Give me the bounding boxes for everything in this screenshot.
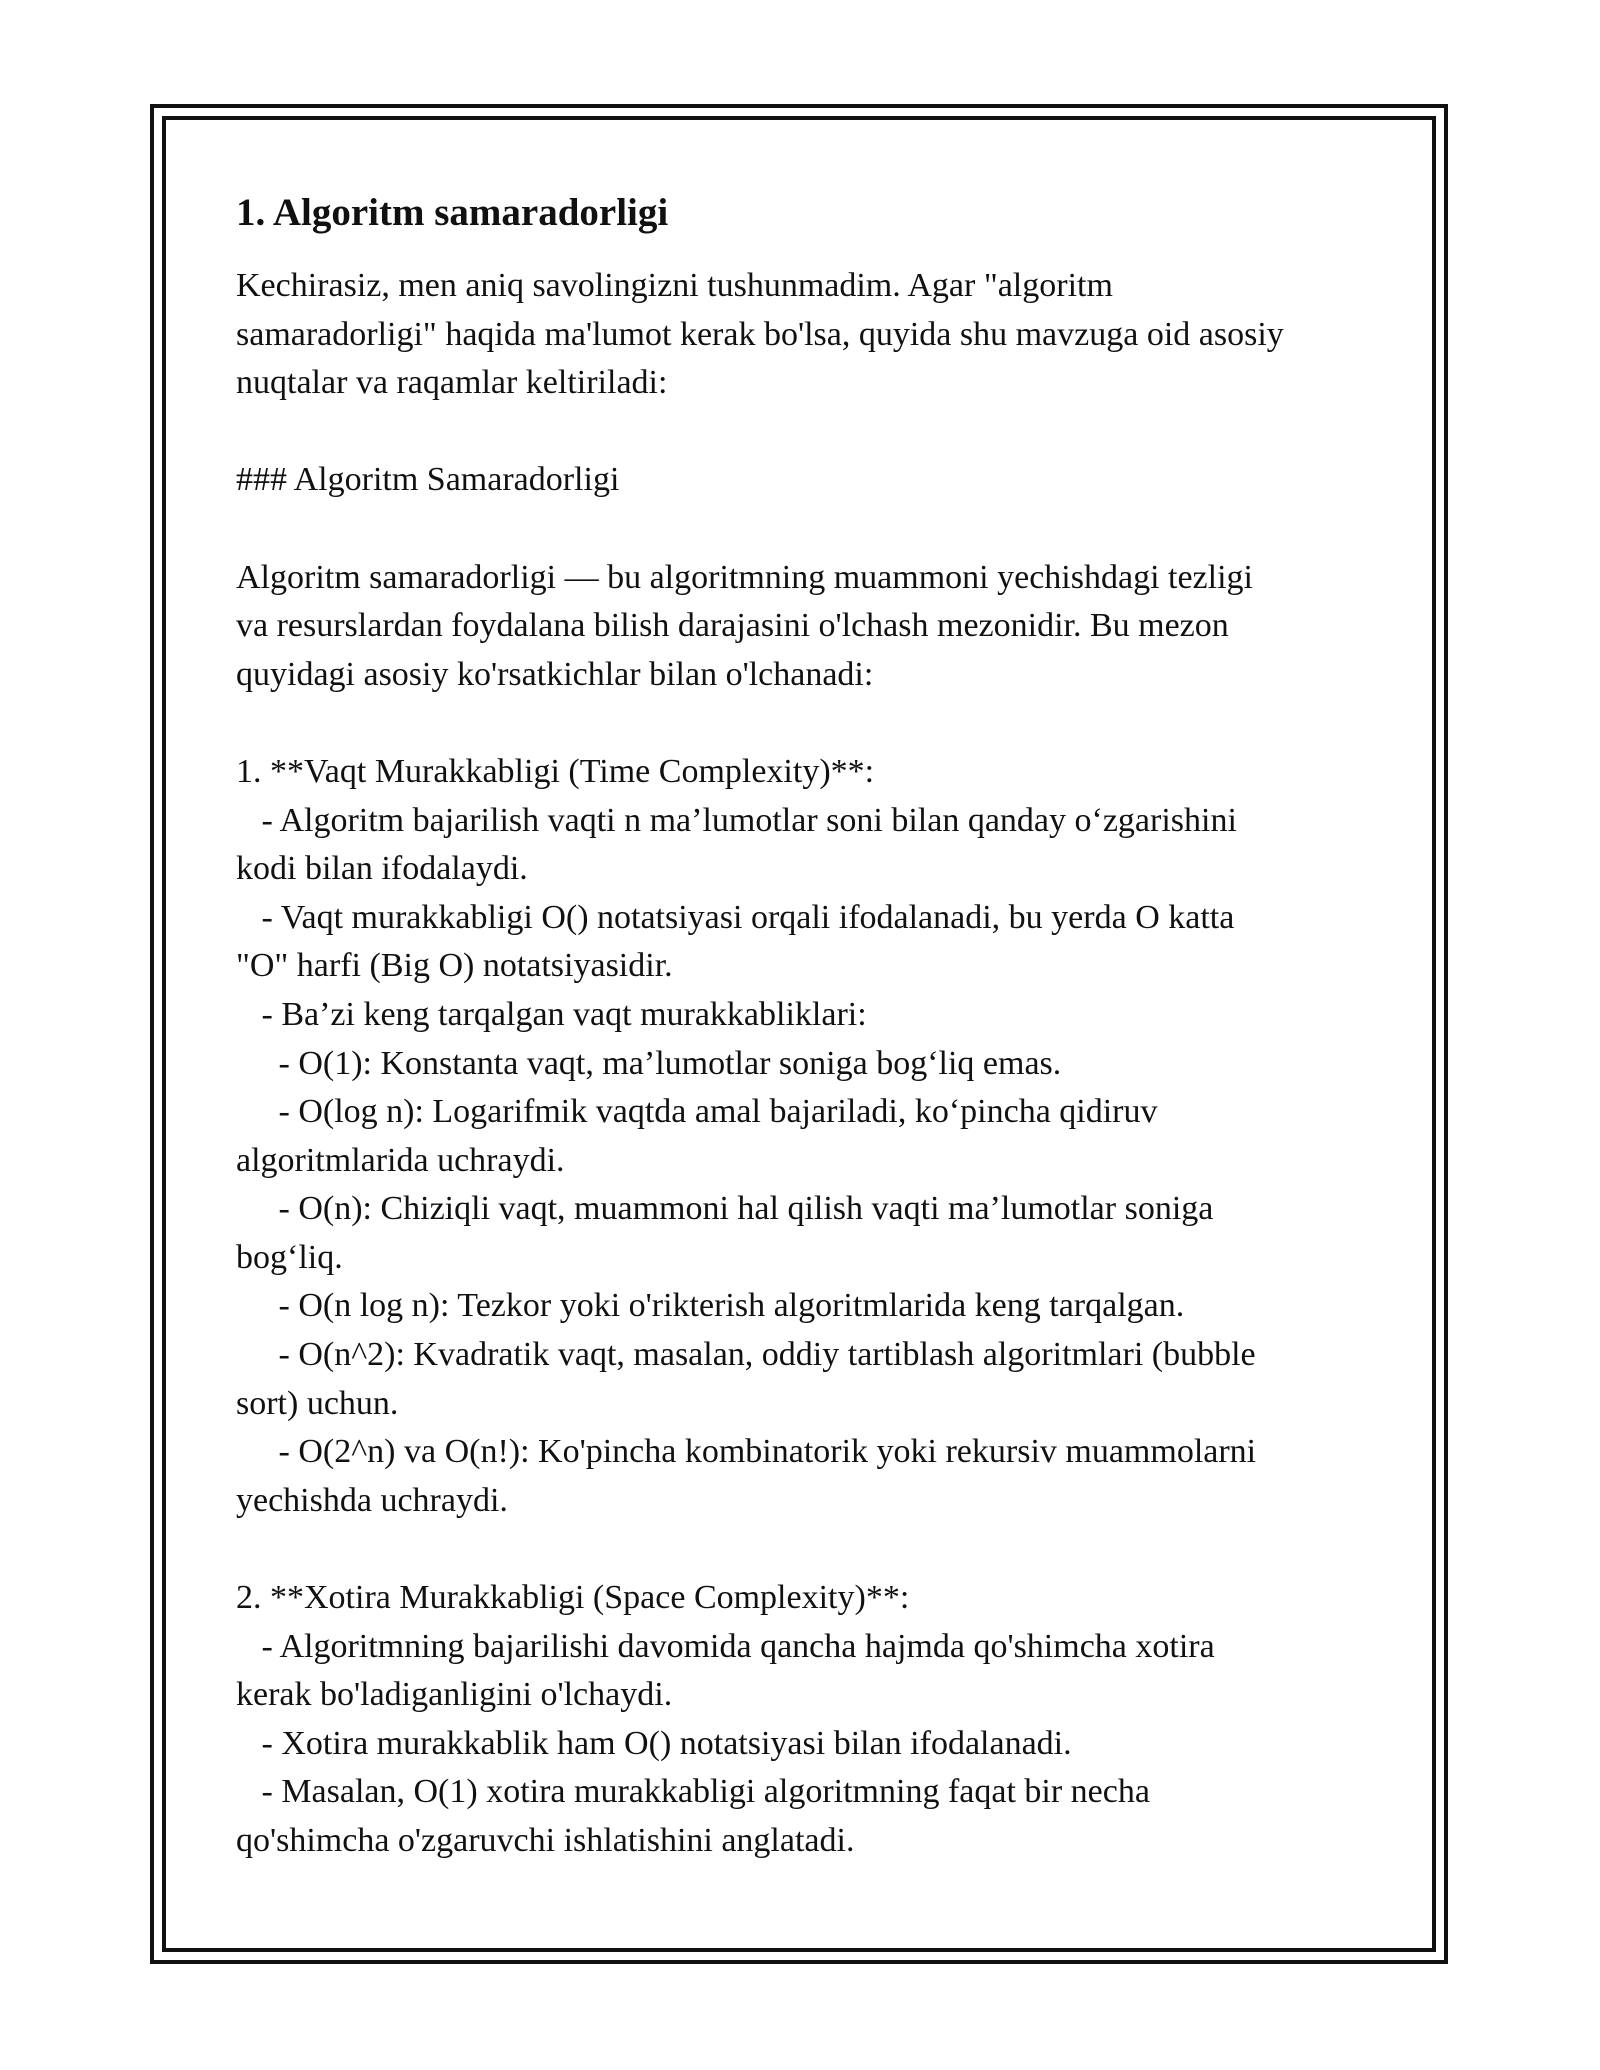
list-item: qo'shimcha o'zgaruvchi ishlatishini anglatadi. [236, 1822, 855, 1859]
sub-list-item: - O(n log n): Tezkor yoki o'rikterish algoritmlarida keng tarqalgan. [236, 1287, 1185, 1325]
list-item: - Ba’zi keng tarqalgan vaqt murakkabliklari: [236, 995, 867, 1033]
blank-line [236, 699, 1376, 748]
blank-line [236, 505, 1376, 554]
document-text [236, 262, 1376, 1866]
document-body [236, 188, 1376, 1866]
subheading-line: ### Algoritm Samaradorligi [236, 461, 620, 499]
list-item: - Masalan, O(1) xotira murakkabligi algoritmning faqat bir necha [236, 1773, 1150, 1811]
sub-list-item: sort) uchun. [236, 1384, 399, 1422]
list-item: - Xotira murakkablik ham O() notatsiyasi bilan ifodalanadi. [236, 1724, 1072, 1762]
list-item-heading: 2. **Xotira Murakkabligi (Space Complexity)**: [236, 1579, 910, 1617]
list-item: - Vaqt murakkabligi O() notatsiyasi orqali ifodalanadi, bu yerda O katta [236, 898, 1235, 936]
sub-list-item: bog‘liq. [236, 1238, 343, 1276]
blank-line [236, 408, 1376, 457]
text-line: quyidagi asosiy ko'rsatkichlar bilan o'lchanadi: [236, 655, 874, 693]
list-item: "O" harfi (Big O) notatsiyasidir. [236, 947, 673, 985]
sub-list-item: - O(n^2): Kvadratik vaqt, masalan, oddiy tartiblash algoritmlari (bubble [236, 1336, 1256, 1374]
list-item: kerak bo'ladiganligini o'lchaydi. [236, 1676, 673, 1714]
blank-line [236, 1525, 1376, 1574]
text-line: Kechirasiz, men aniq savolingizni tushunmadim. Agar "algoritm [236, 267, 1113, 304]
list-item: - Algoritmning bajarilishi davomida qancha hajmda qo'shimcha xotira [236, 1627, 1215, 1665]
list-item: kodi bilan ifodalaydi. [236, 850, 528, 888]
section-heading: 1. Algoritm samaradorligi [236, 191, 669, 234]
sub-list-item: - O(1): Konstanta vaqt, ma’lumotlar soniga bog‘liq emas. [236, 1044, 1062, 1082]
sub-list-item: - O(log n): Logarifmik vaqtda amal bajariladi, ko‘pincha qidiruv [236, 1093, 1158, 1131]
list-item: - Algoritm bajarilish vaqti n ma’lumotlar soni bilan qanday o‘zgarishini [236, 801, 1237, 839]
list-item-heading: 1. **Vaqt Murakkabligi (Time Complexity)**: [236, 752, 875, 790]
text-line: va resurslardan foydalana bilish darajasini o'lchash mezonidir. Bu mezon [236, 607, 1229, 645]
sub-list-item: - O(2^n) va O(n!): Ko'pincha kombinatorik yoki rekursiv muammolarni [236, 1433, 1257, 1471]
sub-list-item: - O(n): Chiziqli vaqt, muammoni hal qilish vaqti ma’lumotlar soniga [236, 1190, 1214, 1228]
sub-list-item: algoritmlarida uchraydi. [236, 1141, 565, 1179]
text-line: Algoritm samaradorligi — bu algoritmning muammoni yechishdagi tezligi [236, 558, 1253, 596]
text-line: nuqtalar va raqamlar keltiriladi: [236, 364, 668, 402]
text-line: samaradorligi" haqida ma'lumot kerak bo'lsa, quyida shu mavzuga oid asosiy [236, 315, 1284, 353]
sub-list-item: yechishda uchraydi. [236, 1481, 508, 1519]
